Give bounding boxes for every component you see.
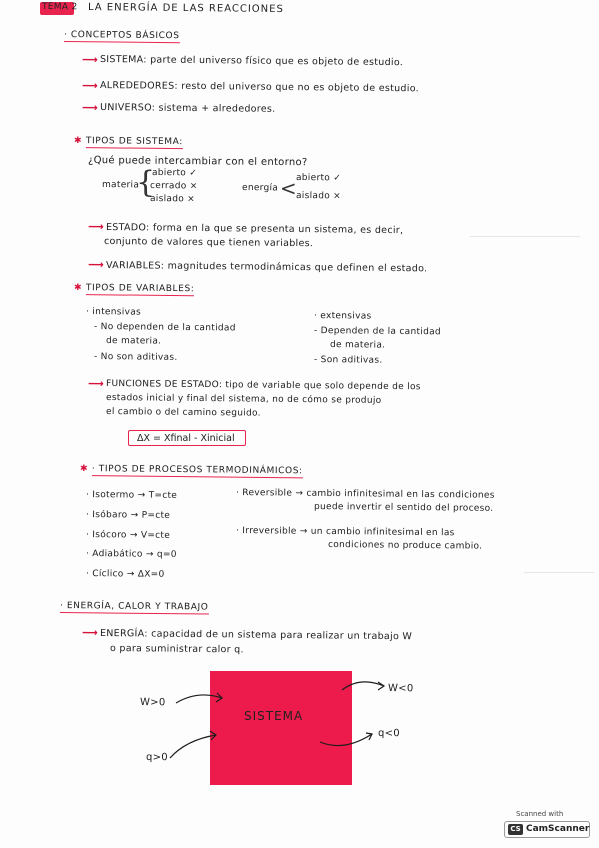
brace-icon: { <box>136 165 156 200</box>
heat-out-arrow-icon <box>320 734 372 746</box>
materia-option: aislado × <box>149 194 196 205</box>
heat-in-label: q>0 <box>145 752 169 764</box>
process-item: · Cíclico → ΔX=0 <box>85 569 165 580</box>
heat-out-label: q<0 <box>377 728 401 740</box>
energia-definition-2: o para suministrar calor q. <box>109 643 244 656</box>
arrow-right-icon: ⟶ <box>81 626 99 640</box>
irreversible-line-1: · Irreversible → un cambio infinitesimal en las <box>235 526 455 539</box>
page-title: LA ENERGÍA DE LAS REACCIONES <box>87 2 284 16</box>
section-energia-heading: · ENERGÍA, CALOR Y TRABAJO <box>59 601 209 613</box>
exchange-question: ¿Qué puede intercambiar con el entorno? <box>87 155 308 169</box>
concept-sistema: SISTEMA: parte del universo físico que es objeto de estudio. <box>99 54 404 69</box>
estado-definition-2: conjunto de valores que tienen variables. <box>103 236 314 250</box>
irreversible-line-2: condiciones no produce cambio. <box>327 540 483 552</box>
heat-in-arrow-icon <box>170 735 216 758</box>
scanned-with-text: Scanned with <box>516 810 564 818</box>
extensivas-title: · extensivas <box>313 311 372 322</box>
energia-label: energía <box>241 183 279 194</box>
energia-option: aislado × <box>295 191 342 202</box>
funciones-estado-2: estados inicial y final del sistema, no de cómo se produjo <box>105 393 382 406</box>
materia-option: cerrado × <box>149 181 198 192</box>
intensivas-line: de materia. <box>105 336 162 347</box>
process-item: · Isóbaro → P=cte <box>85 510 171 521</box>
arrow-right-icon: ⟶ <box>87 377 105 391</box>
scan-artifact <box>524 572 594 573</box>
variables-definition: VARIABLES: magnitudes termodinámicas que definen el estado. <box>105 260 428 275</box>
estado-definition-1: ESTADO: forma en la que se presenta un sistema, es decir, <box>105 222 404 237</box>
arrow-right-icon: ⟶ <box>81 101 99 115</box>
materia-option: abierto ✓ <box>151 168 198 179</box>
materia-label: materia <box>101 180 140 191</box>
intensivas-title: · intensivas <box>85 307 142 318</box>
camscanner-badge <box>504 808 590 840</box>
work-out-label: W<0 <box>387 683 414 695</box>
reversible-line-2: puede invertir el sentido del proceso. <box>313 502 494 514</box>
concept-alrededores: ALREDEDORES: resto del universo que no es objeto de estudio. <box>99 80 420 95</box>
process-item: · Isócoro → V=cte <box>85 530 171 541</box>
state-function-formula: ΔX = Xfinal - Xinicial <box>128 430 246 446</box>
less-than-brace-icon: < <box>279 176 298 201</box>
process-item: · Isotermo → T=cte <box>85 490 178 501</box>
camscanner-name: CamScanner <box>526 824 590 834</box>
energia-definition-1: ENERGÍA: capacidad de un sistema para realizar un trabajo W <box>99 628 413 643</box>
section-conceptos-heading: · CONCEPTOS BÁSICOS <box>63 30 180 42</box>
reversible-line-1: · Reversible → cambio infinitesimal en las condiciones <box>235 488 495 501</box>
funciones-estado-3: el cambio o del camino seguido. <box>105 407 261 419</box>
section-tipos-variables-heading: ✱ TIPOS DE VARIABLES: <box>73 283 195 295</box>
arrow-right-icon: ⟶ <box>87 220 105 234</box>
work-in-arrow-icon <box>176 695 222 703</box>
camscanner-box <box>504 821 590 838</box>
topic-tag: TEMA 2 <box>41 2 78 13</box>
process-item: · Adiabático → q=0 <box>85 549 177 560</box>
intensivas-line: - No son aditivas. <box>93 352 178 363</box>
energia-option: abierto ✓ <box>295 173 342 184</box>
intensivas-line: - No dependen de la cantidad <box>93 322 236 334</box>
arrow-right-icon: ⟶ <box>81 79 99 93</box>
section-tipos-sistema-heading: ✱ TIPOS DE SISTEMA: <box>73 136 183 148</box>
arrow-right-icon: ⟶ <box>81 53 99 67</box>
arrow-right-icon: ⟶ <box>87 258 105 272</box>
work-out-arrow-icon <box>342 682 384 690</box>
concept-universo: UNIVERSO: sistema + alrededores. <box>99 102 276 115</box>
section-procesos-heading: ✱ · TIPOS DE PROCESOS TERMODINÁMICOS: <box>79 464 303 477</box>
work-in-label: W>0 <box>139 697 166 709</box>
extensivas-line: - Son aditivas. <box>313 355 383 366</box>
camscanner-logo-icon: CS <box>508 824 523 835</box>
extensivas-line: - Dependen de la cantidad <box>313 326 442 338</box>
extensivas-line: de materia. <box>329 340 386 351</box>
scan-artifact <box>470 236 580 237</box>
funciones-estado-1: FUNCIONES DE ESTADO: tipo de variable que solo depende de los <box>105 379 421 393</box>
sistema-label: SISTEMA <box>244 709 304 723</box>
